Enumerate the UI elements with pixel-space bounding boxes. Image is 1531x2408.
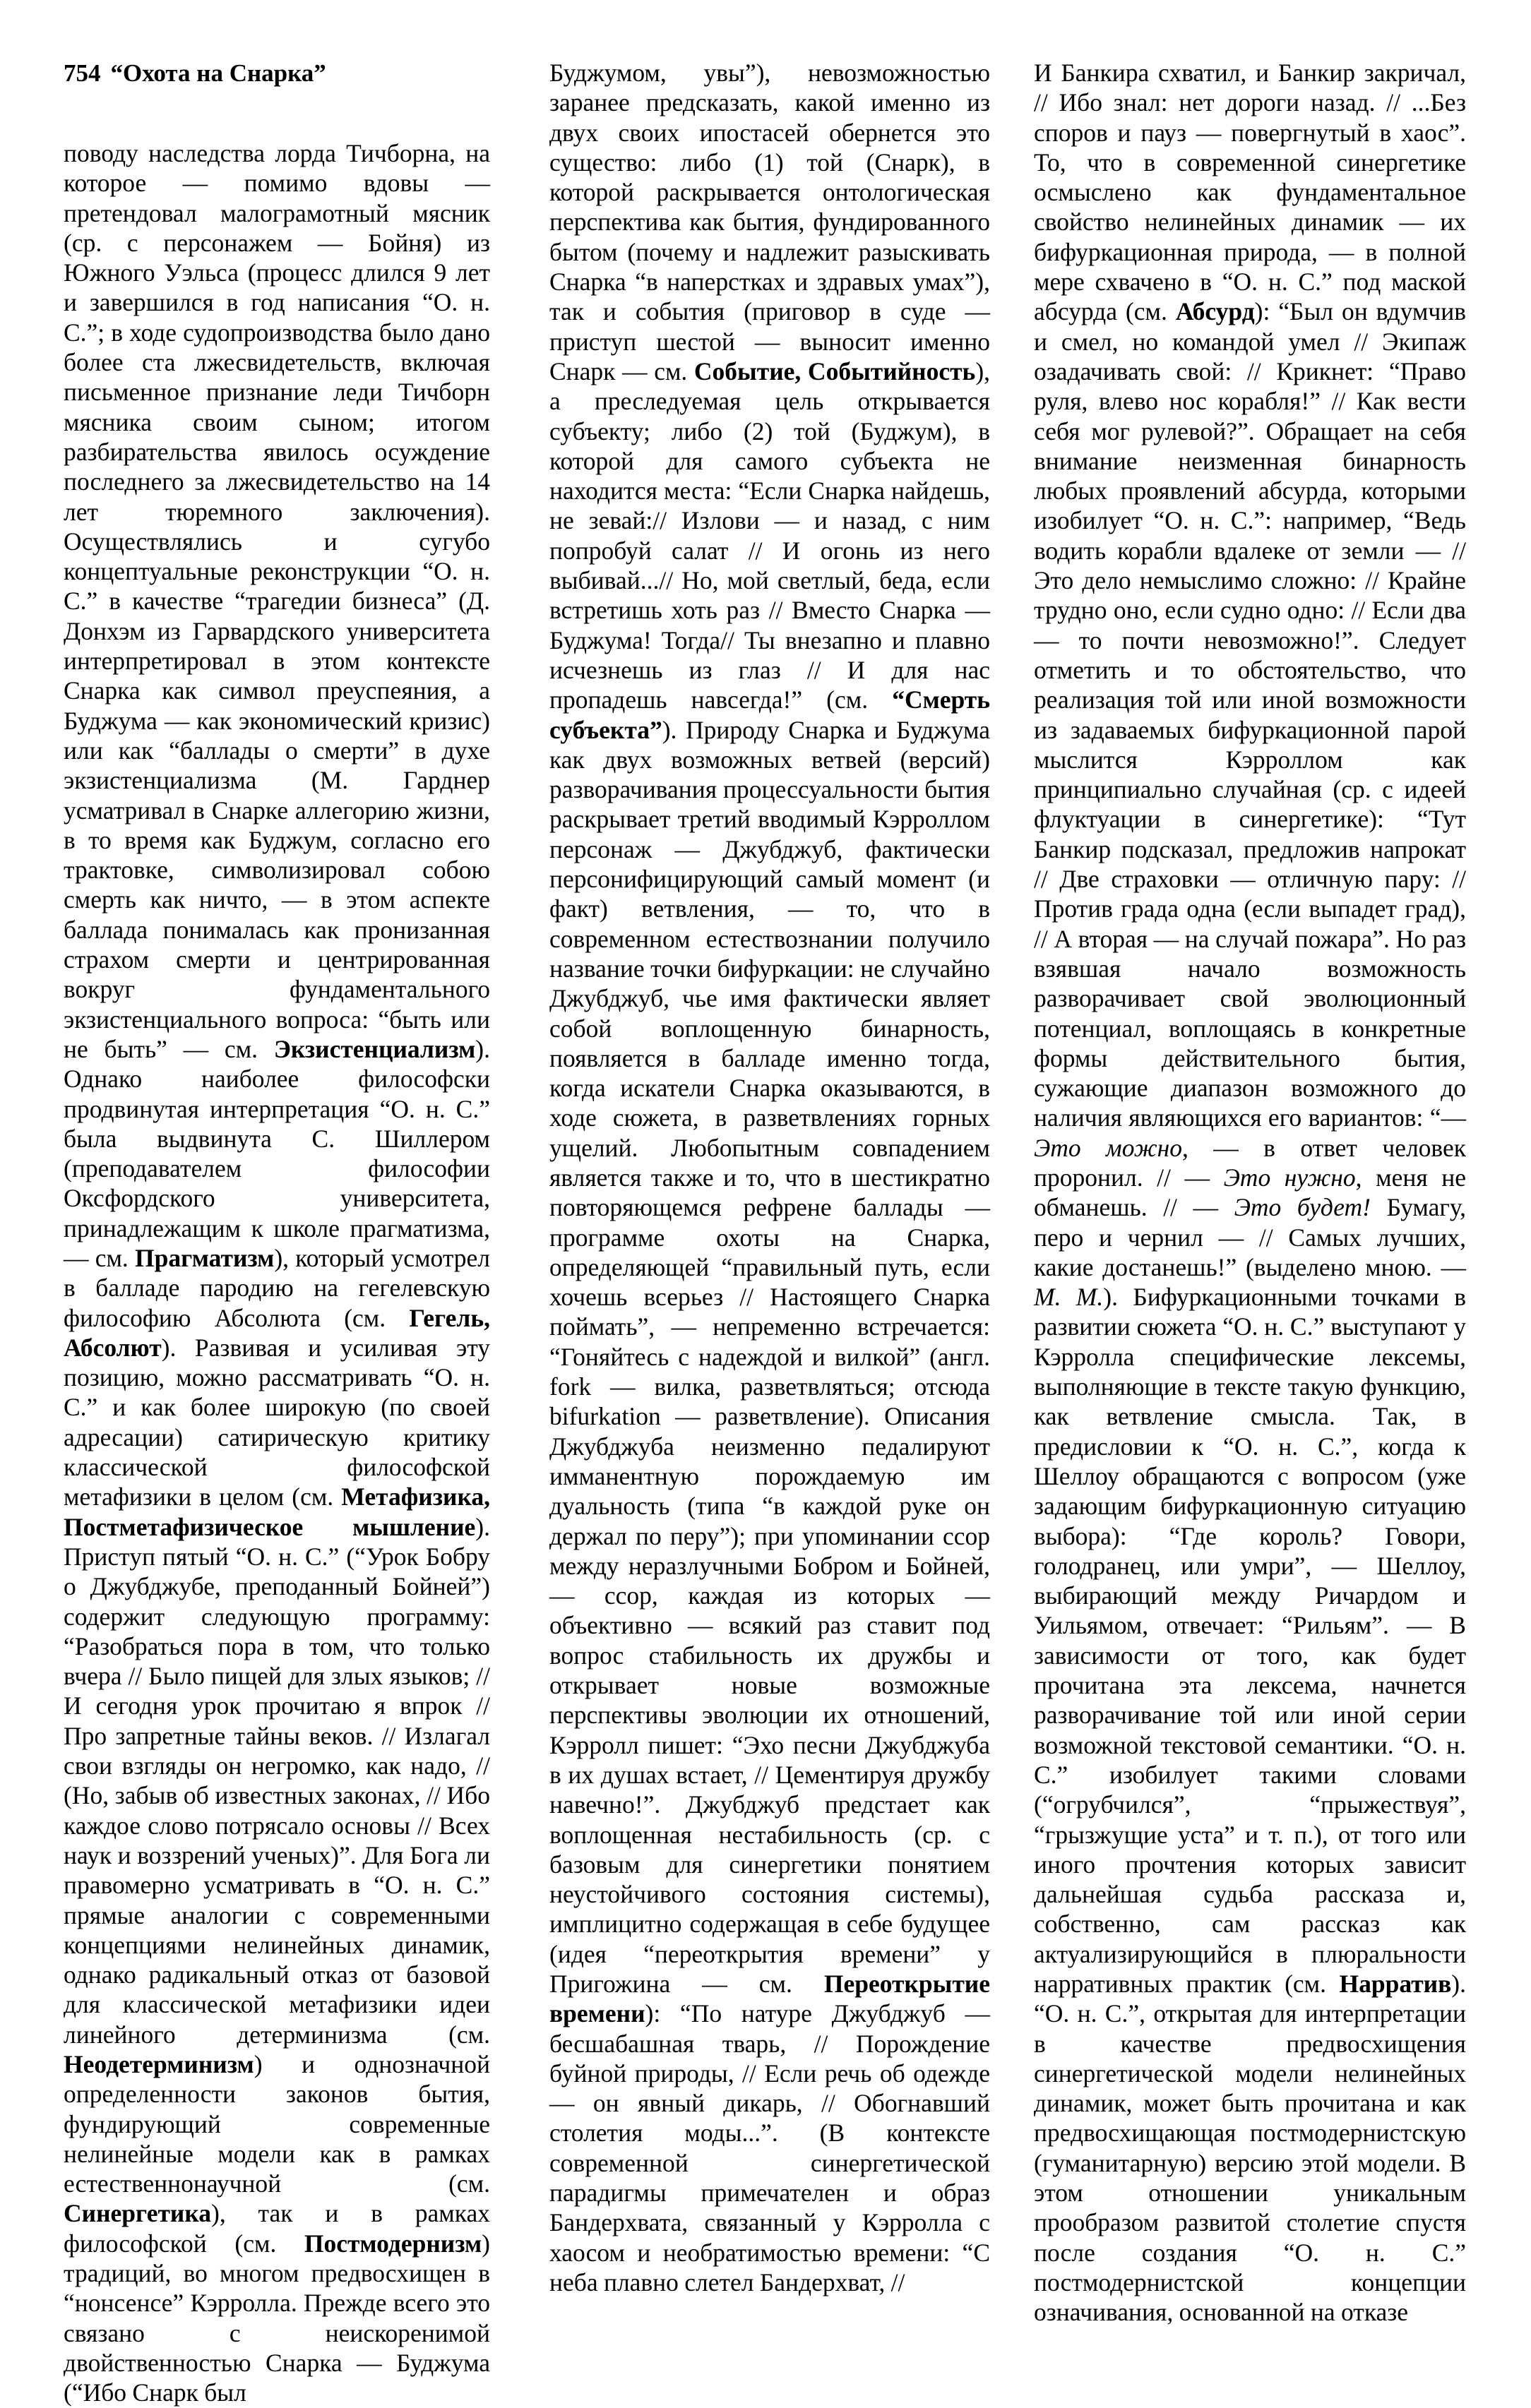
text-run: , — в ответ человек проронил. // —: [1034, 1133, 1466, 1192]
cross-reference: Постмодернизм: [304, 2229, 482, 2258]
emphasis: Это можно: [1034, 1133, 1182, 1162]
page-number: 754: [64, 59, 101, 87]
cross-reference: Переоткрытие времени: [549, 1970, 990, 2028]
text-run: поводу наследства лорда Тичборна, на которое — помимо вдовы — претендовал малограмотный мясник (ср. с персонажем — Бойня) из Южного Уэльса (процесс длился 9 лет и завершился в год написания “О. н. С.”; в ходе судопроизводства было дано более ста лжесвидетельств, включая письменное признание леди Тичборн мясника своим сыном; итогом разбирательства явилось осуждение последнего за лжесвидетельство на 14 лет тюремного заключения). Осуществлялись и сугубо концептуальные реконструкции “О. н. С.” в качестве “трагедии бизнеса” (Д. Донхэм из Гарвардского университета интерпретировал в этом контексте Снарка как символ преуспеяния, а Буджума — как экономический кризис) или как “баллады о смерти” в духе экзистенциализма (М. Гарднер усматривал в Снарке аллегорию жизни, в то время как Буджум, согласно его трактовке, символизировал собою смерть как ничто, — в этом аспекте баллада понималась как пронизанная страхом смерти и центрированная вокруг фундаментального экзистенциального вопроса: “быть или не быть” — см.: [64, 139, 490, 1063]
text-run: ) традиций, во многом предвосхищен в “нонсенсе” Кэрролла. Прежде всего это связано с неискоренимой двойственностью Снарка — Буджума (“Ибо Снарк был: [64, 2229, 490, 2407]
text-run: ). Природу Снарка и Буджума как двух возможных ветвей (версий) разворачивания процессуальности бытия раскрывает третий вводимый Кэрроллом персонаж — Джубджуб, фактически персонифицирующий самый момент (и факт) ветвления, — то, что в современном естествознании получило название точки бифуркации: не случайно Джубджуб, чье имя фактически являет собой воплощенную бинарность, появляется в балладе именно тогда, когда искатели Снарка оказываются, в ходе сюжета, в разветвлениях горных ущелий. Любопытным совпадением является также и то, что в шестикратно повторяющемся рефрене баллады — программе охоты на Снарка, определяющей “правильный путь, если хочешь всерьез // Настоящего Снарка поймать”, — непременно встречается: “Гоняйтесь с надеждой и вилкой” (англ. fork — вилка, разветвляться; отсюда bifurkation — разветвление). Описания Джубджуба неизменно педалируют имманентную порождаемую им дуальность (типа “в каждой руке он держал по перу”); при упоминании ссор между неразлучными Бобром и Бойней, — ссор, каждая из которых — объективно — всякий раз ставит под вопрос стабильность их дружбы и открывает новые возможные перспективы эволюции их отношений, Кэрролл пишет: “Эхо песни Джубджуба в их душах встает, // Цементируя дружбу навечно!”. Джубджуб предстает как воплощенная нестабильность (ср. с базовым для синергетики понятием неустойчивого состояния системы), имплицитно содержащая в себе будущее (идея “переоткрытия времени” у Пригожина — см.: [549, 715, 990, 1998]
text-run: И Банкира схватил, и Банкир закричал, // Ибо знал: нет дороги назад. // ...Без споров и пауз — повергнутый в хаос”. То, что в современной синергетике осмыслено как фундаментальное свойство нелинейных динамик — их бифуркационная природа, — в полной мере схвачено в “О. н. С.” под маской абсурда (см.: [1034, 59, 1466, 326]
emphasis: М. М.: [1034, 1283, 1104, 1312]
text-run: Бумагу, перо и чернил — // Самых лучших, какие достанешь!” (выделено мною. —: [1034, 1193, 1466, 1281]
text-run: ) и однозначной определенности законов бытия, фундирующий современные нелинейные модели как в рамках естественнонаучной (см.: [64, 2050, 490, 2198]
cross-reference: Событие, Событийность: [693, 357, 976, 385]
column-2-paragraph: [549, 58, 990, 2297]
cross-reference: “Смерть субъекта”: [549, 685, 990, 744]
cross-reference: Неодетерминизм: [64, 2050, 254, 2078]
cross-reference: Гегель, Абсолют: [64, 1303, 490, 1362]
text-run: ). Однако наиболее философски продвинутая интерпретация “О. н. С.” была выдвинута С. Шиллером (преподавателем философии Оксфордского университета, принадлежащим к школе прагматизма, — см.: [64, 1034, 490, 1272]
text-run: , меня не обманешь. // —: [1034, 1163, 1467, 1222]
cross-reference: Нарратив: [1339, 1970, 1452, 1998]
text-column-1: [64, 138, 490, 2408]
cross-reference: Экзистенциализм: [273, 1034, 476, 1063]
text-run: ): “Был он вдумчив и смел, но командой умел // Экипаж озадачивать свой: // Крикнет: “Право руля, влево нос корабля!” // Как вести себя мог рулевой?”. Обращает на себя внимание неизменная бинарность любых проявлений абсурда, которыми изобилует “О. н. С.”: например, “Ведь водить корабли вдалеке от земли — // Это дело немыслимо сложно: // Крайне трудно оно, если судно одно: // Если два — то почти невозможно!”. Следует отметить и то обстоятельство, что реализация той или иной возможности из задаваемых бифуркационной парой мыслится Кэрроллом как принципиально случайная (ср. с идеей флуктуации в синергетике): “Тут Банкир подсказал, предложив напрокат // Две страховки — отличную пару: // Против града одна (если выпадет град), // А вторая — на случай пожара”. Но раз взявшая начало возможность разворачивает свой эволюционный потенциал, воплощаясь в конкретные формы действительного бытия, сужающие диапазон возможного до наличия являющихся его вариантов: “—: [1034, 297, 1466, 1132]
text-run: ), который усмотрел в балладе пародию на гегелевскую философию Абсолюта (см.: [64, 1243, 490, 1332]
text-run: ), так и в рамках философской (см.: [64, 2199, 490, 2258]
text-run: ). “О. н. С.”, открытая для интерпретации в качестве предвосхищения синергетической модели нелинейных динамик, может быть прочитана и как предвосхищающая постмодернистскую (гуманитарную) версию этой модели. В этом отношении уникальным прообразом развитой столетие спустя после создания “О. н. С.” постмодернистской концепции означивания, основанной на отказе: [1034, 1970, 1466, 2327]
running-title: “Охота на Снарка”: [110, 59, 326, 87]
text-run: Буджумом, увы”), невозможностью заранее предсказать, какой именно из двух своих ипостасей обернется это существо: либо (1) той (Снарк), в которой раскрывается онтологическая перспектива как бытия, фундированного бытом (почему и надлежит разыскивать Снарка “в наперстках и здравых умах”), так и события (приговор в суде — приступ шестой — выносит именно Снарк — см.: [549, 59, 990, 385]
cross-reference: Синергетика: [64, 2199, 212, 2228]
text-run: ). Приступ пятый “О. н. С.” (“Урок Бобру о Джубджубе, преподанный Бойней”) содержит следующую программу: “Разобраться пора в том, что только вчера // Было пищей для злых языков; // И сегодня урок прочитаю я впрок // Про запретные тайны веков. // Излагал свои взгляды он негромко, как надо, // (Но, забыв об известных законах, // Ибо каждое слово потрясало основы // Всех наук и воззрений ученых)”. Для Бога ли правомерно усматривать в “О. н. С.” прямые аналогии с современными концепциями нелинейных динамик, однако радикальный отказ от базовой для классической метафизики идеи линейного детерминизма (см.: [64, 1512, 490, 2049]
emphasis: Это нужно: [1223, 1163, 1356, 1192]
cross-reference: Прагматизм: [134, 1243, 275, 1272]
column-3-paragraph: [1034, 58, 1466, 2328]
column-1-paragraph: [64, 138, 490, 2408]
text-column-2: [549, 58, 990, 2297]
cross-reference: Абсурд: [1175, 297, 1255, 326]
running-header: [64, 59, 326, 88]
text-run: ). Бифуркационными точками в развитии сюжета “О. н. С.” выступают у Кэрролла специфические лексемы, выполняющие в тексте такую функцию, как ветвление смысла. Так, в предисловии к “О. н. С.”, когда к Шеллоу обращаются с вопросом (уже задающим бифуркационную ситуацию выбора): “Где король? Говори, голодранец, или умри”, — Шеллоу, выбирающий между Ричардом и Уильямом, отвечает: “Рильям”. — В зависимости от того, как будет прочитана эта лексема, начнется разворачивание той или иной серии возможной текстовой семантики. “О. н. С.” изобилует такими словами (“огрубчился”, “прыжествуя”, “грызжущие уста” и т. п.), от того или иного прочтения которых зависит дальнейшая судьба рассказа и, собственно, сам рассказ как актуализирующийся в плюральности нарративных практик (см.: [1034, 1283, 1466, 1998]
text-run: ). Развивая и усиливая эту позицию, можно рассматривать “О. н. С.” и как более широкую (по своей адресации) сатирическую критику классической философской метафизики в целом (см.: [64, 1333, 490, 1511]
text-run: ): “По натуре Джубджуб — бесшабашная тварь, // Порождение буйной природы, // Если речь об одежде — он явный дикарь, // Обогнавший столетия моды...”. (В контексте современной синергетической парадигмы примечателен и образ Бандерхвата, связанный у Кэрролла с хаосом и необратимостью времени: “С неба плавно слетел Бандерхват, //: [549, 1999, 990, 2296]
text-run: ), а преследуемая цель открывается субъекту; либо (2) той (Буджум), в которой для самого субъекта не находится места: “Если Снарка найдешь, не зевай:// Излови — и назад, с ним попробуй салат // И огонь из него выбивай...// Но, мой светлый, беда, если встретишь хоть раз // Вместо Снарка — Буджума! Тогда// Ты внезапно и плавно исчезнешь из глаз // И для нас пропадешь навсегда!” (см.: [549, 357, 991, 714]
text-column-3: [1034, 58, 1466, 2328]
cross-reference: Метафизика, Постметафизическое мышление: [64, 1482, 490, 1541]
emphasis: Это будет!: [1234, 1193, 1371, 1222]
